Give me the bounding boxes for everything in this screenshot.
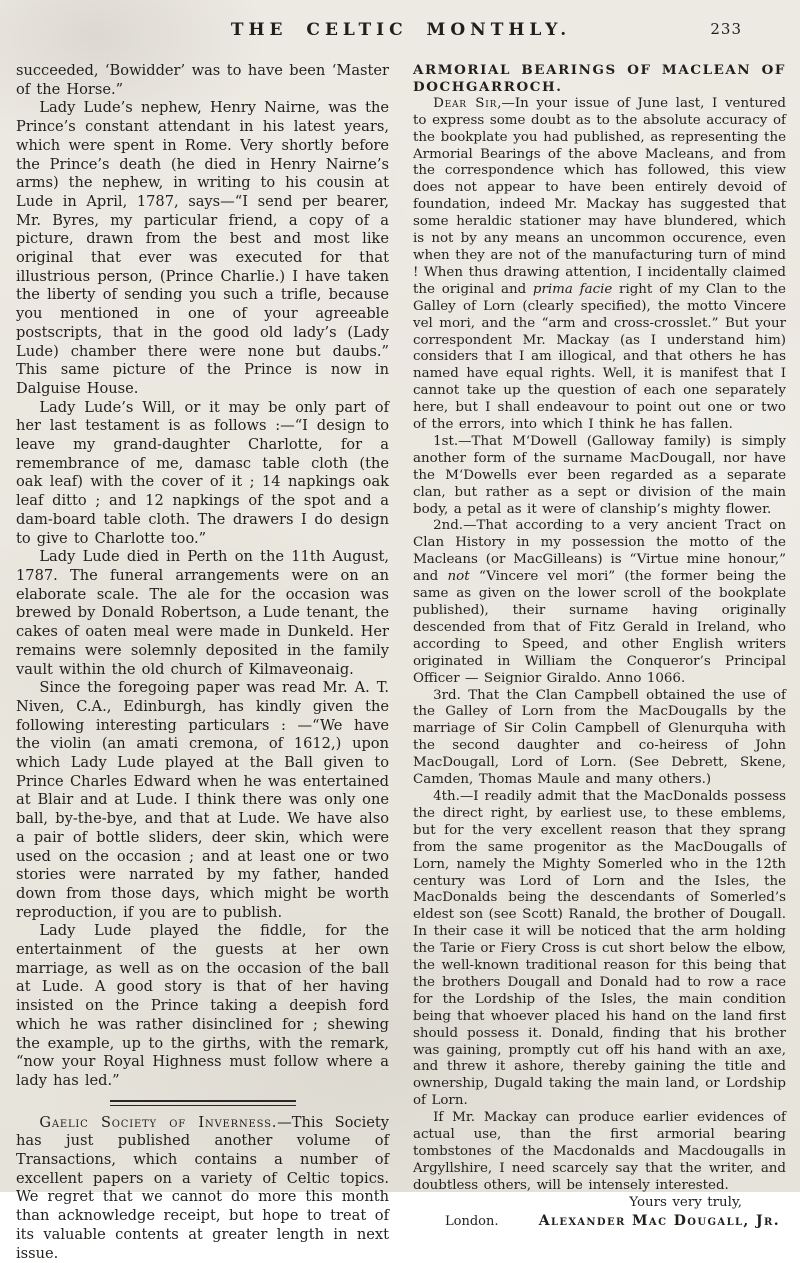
section-divider-rule: [110, 1100, 296, 1106]
letter-paragraph: If Mr. Mackay can produce earlier evidences of actual use, than the first armorial bearing tombstones of the Macdonalds and Macdougalls in Argyllshire, I need scarcely say that the writer, and doubtless others, will be intensely interested.: [413, 1110, 786, 1193]
paragraph: Lady Lude’s nephew, Henry Nairne, was the Prince’s constant attendant in his latest years, which were spent in Rome. Very shortly before the Prince’s death (he died in Henry Nairne’s arms) the nephew, in writing to his cousin at Lude in April, 1787, says—“I send per bearer, Mr. Byres, my particular friend, a copy of a picture, drawn from the best and most like original that ever was executed for that illustrious person, (Prince Charlie.) I have taken the liberty of sending you such a trifle, because you mentioned in one of your agreeable postscripts, that in the good old lady’s (Lady Lude) chamber there were none but daubs.” This same picture of the Prince is now in Dalguise House.: [16, 99, 389, 397]
paragraph: Lady Lude played the fiddle, for the entertainment of the guests at her own marriage, as well as on the occasion of the ball at Lude. A good story is that of her having insisted on the Prince taking a deepish ford which he was rather disinclined for ; shewing the example, up to the girths, with the remark, “now your Royal Highness must follow where a lady has led.”: [16, 922, 389, 1089]
letter-paragraph: 3rd. That the Clan Campbell obtained the use of the Galley of Lorn from the MacDougalls by the marriage of Sir Colin Campbell of Glenurquha with the second daughter and co-heiress of John MacDougall, Lord of Lorn. (See Debrett, Skene, Camden, Thomas Maule and many others.): [413, 687, 786, 788]
letter-text: ,—In your issue of June last, I ventured to express some doubt as to the absolute accuracy of the bookplate you had published, as representing the Armorial Bearings of the above Macleans, and from the correspondence which has followed, this view does not appear to have been entirely devoid of foundation, indeed Mr. Mackay has suggested that some heraldic stationer may have blundered, which is not by any means an uncommon occurence, even when they are not of the manufacturing turn of mind ! When thus drawing attention, I incidentally claimed the original and: [413, 95, 786, 297]
paragraph: Since the foregoing paper was read Mr. A. T. Niven, C.A., Edinburgh, has kindly given the following interesting particulars : —“We have the violin (an amati cremona, of 1612,) upon which Lady Lude played at the Ball given to Prince Charles Edward when he was entertained at Blair and at Lude. I think there was only one ball, by-the-bye, and that at Lude. We have also a pair of bottle sliders, deer skin, which were used on the occasion ; and at least one or two stories were narrated by my father, handed down from those days, which might be worth reproduction, if you are to publish.: [16, 679, 389, 921]
running-head: [12, 12, 790, 50]
right-column: [413, 62, 786, 1263]
letter-place: London.: [445, 1213, 499, 1229]
paragraph: succeeded, ‘Bowidder’ was to have been ‘Master of the Horse.”: [16, 62, 389, 98]
letter-paragraph: [413, 518, 786, 687]
journal-title: THE CELTIC MONTHLY.: [230, 20, 572, 40]
left-column: [16, 62, 389, 1263]
letter-paragraph: 4th.—I readily admit that the MacDonalds possess the direct right, by earliest use, to these emblems, but for the very excellent reason that they sprang from the same progenitor as the MacDougalls of Lorn, namely the Mighty Somerled who in the 12th century was Lord of Lorn and the Isles, the MacDonalds being the descendants of Somerled’s eldest son (see Scott) Ranald, the brother of Dougall. In their case it will be noticed that the arm holding the Tarie or Fiery Cross is cut short below the elbow, the well-known traditional reason for this being that the brothers Dougall and Donald had to row a race for the Lordship of the Isles, the main condition being that whoever placed his hand on the land first should possess it. Donald, finding that his brother was gaining, promptly cut off his hand with an axe, and threw it ashore, thereby gaining the title and ownership, Dugald taking the main land, or Lordship of Lorn.: [413, 788, 786, 1109]
paragraph: Lady Lude died in Perth on the 11th August, 1787. The funeral arrangements were on an elaborate scale. The ale for the occasion was brewed by Donald Robertson, a Lude tenant, the cakes of oaten meal were made in Dunkeld. Her remains were solemnly deposited in the family vault within the old church of Kilmaveonaig.: [16, 548, 389, 678]
letter-signature: Alexander Mac Dougall, Jr.: [538, 1212, 780, 1229]
page-number: 233: [710, 20, 742, 38]
letter-paragraph: 1st.—That M‘Dowell (Galloway family) is simply another form of the surname MacDougall, nor have the M‘Dowells ever been regarded as a separate clan, but rather as a sept or division of the main body, a petal as it were of clanship’s mighty flower.: [413, 433, 786, 517]
letter-text: 2nd.—That according to a very ancient Tract on Clan History in my possession the motto of the Macleans (or MacGilleans) is “Virtue mine honour,” and: [413, 518, 786, 585]
letter-text: “Vincere vel mori” (the former being the same as given on the lower scroll of the bookplate published), their surname having originally descended from that of Fitz Gerald in Ireland, who according to Speed, and other English writers originated in William the Conqueror’s Principal Officer — Seignior Giraldo. Anno 1066.: [413, 569, 786, 686]
society-note-text: —This Society has just published another volume of Transactions, which contains a number of excellent papers on a variety of Celtic topics. We regret that we cannot do more this month than acknowledge receipt, but hope to treat of its valuable contents at greater length in next issue.: [16, 1113, 389, 1262]
two-column-body: [12, 62, 790, 1263]
letter-text-italic: prima facie: [532, 281, 613, 297]
article-title: ARMORIAL BEARINGS OF MACLEAN OF DOCHGARROCH.: [413, 62, 786, 95]
letter-paragraph: [413, 96, 786, 434]
letter-salutation: Dear Sir: [433, 95, 498, 111]
society-note-lead: Gaelic Society of Inverness.: [39, 1113, 278, 1131]
letter-valediction: Yours very truly,: [629, 1194, 742, 1210]
signature-row: [413, 1213, 786, 1230]
society-note: [16, 1114, 389, 1263]
letter-text-italic: not: [447, 569, 470, 585]
paragraph: Lady Lude’s Will, or it may be only part of her last testament is as follows :—“I design to leave my grand-daughter Charlotte, for a remembrance of me, damasc table cloth (the oak leaf) with the cover of it ; 14 napkings oak leaf ditto ; and 12 napkings of the spot and a dam-board table cloth. The drawers I do design to give to Charlotte too.”: [16, 398, 389, 547]
letter-text: right of my Clan to the Galley of Lorn (clearly specified), the motto Vincere vel mori, and the “arm and cross-crosslet.” But your correspondent Mr. Mackay (as I understand him) considers that I am illogical, and that others he has named have equal rights. Well, it is manifest that I cannot take up the question of each one separately here, but I shall endeavour to point out one or two of the errors, into which I think he has fallen.: [413, 281, 786, 433]
